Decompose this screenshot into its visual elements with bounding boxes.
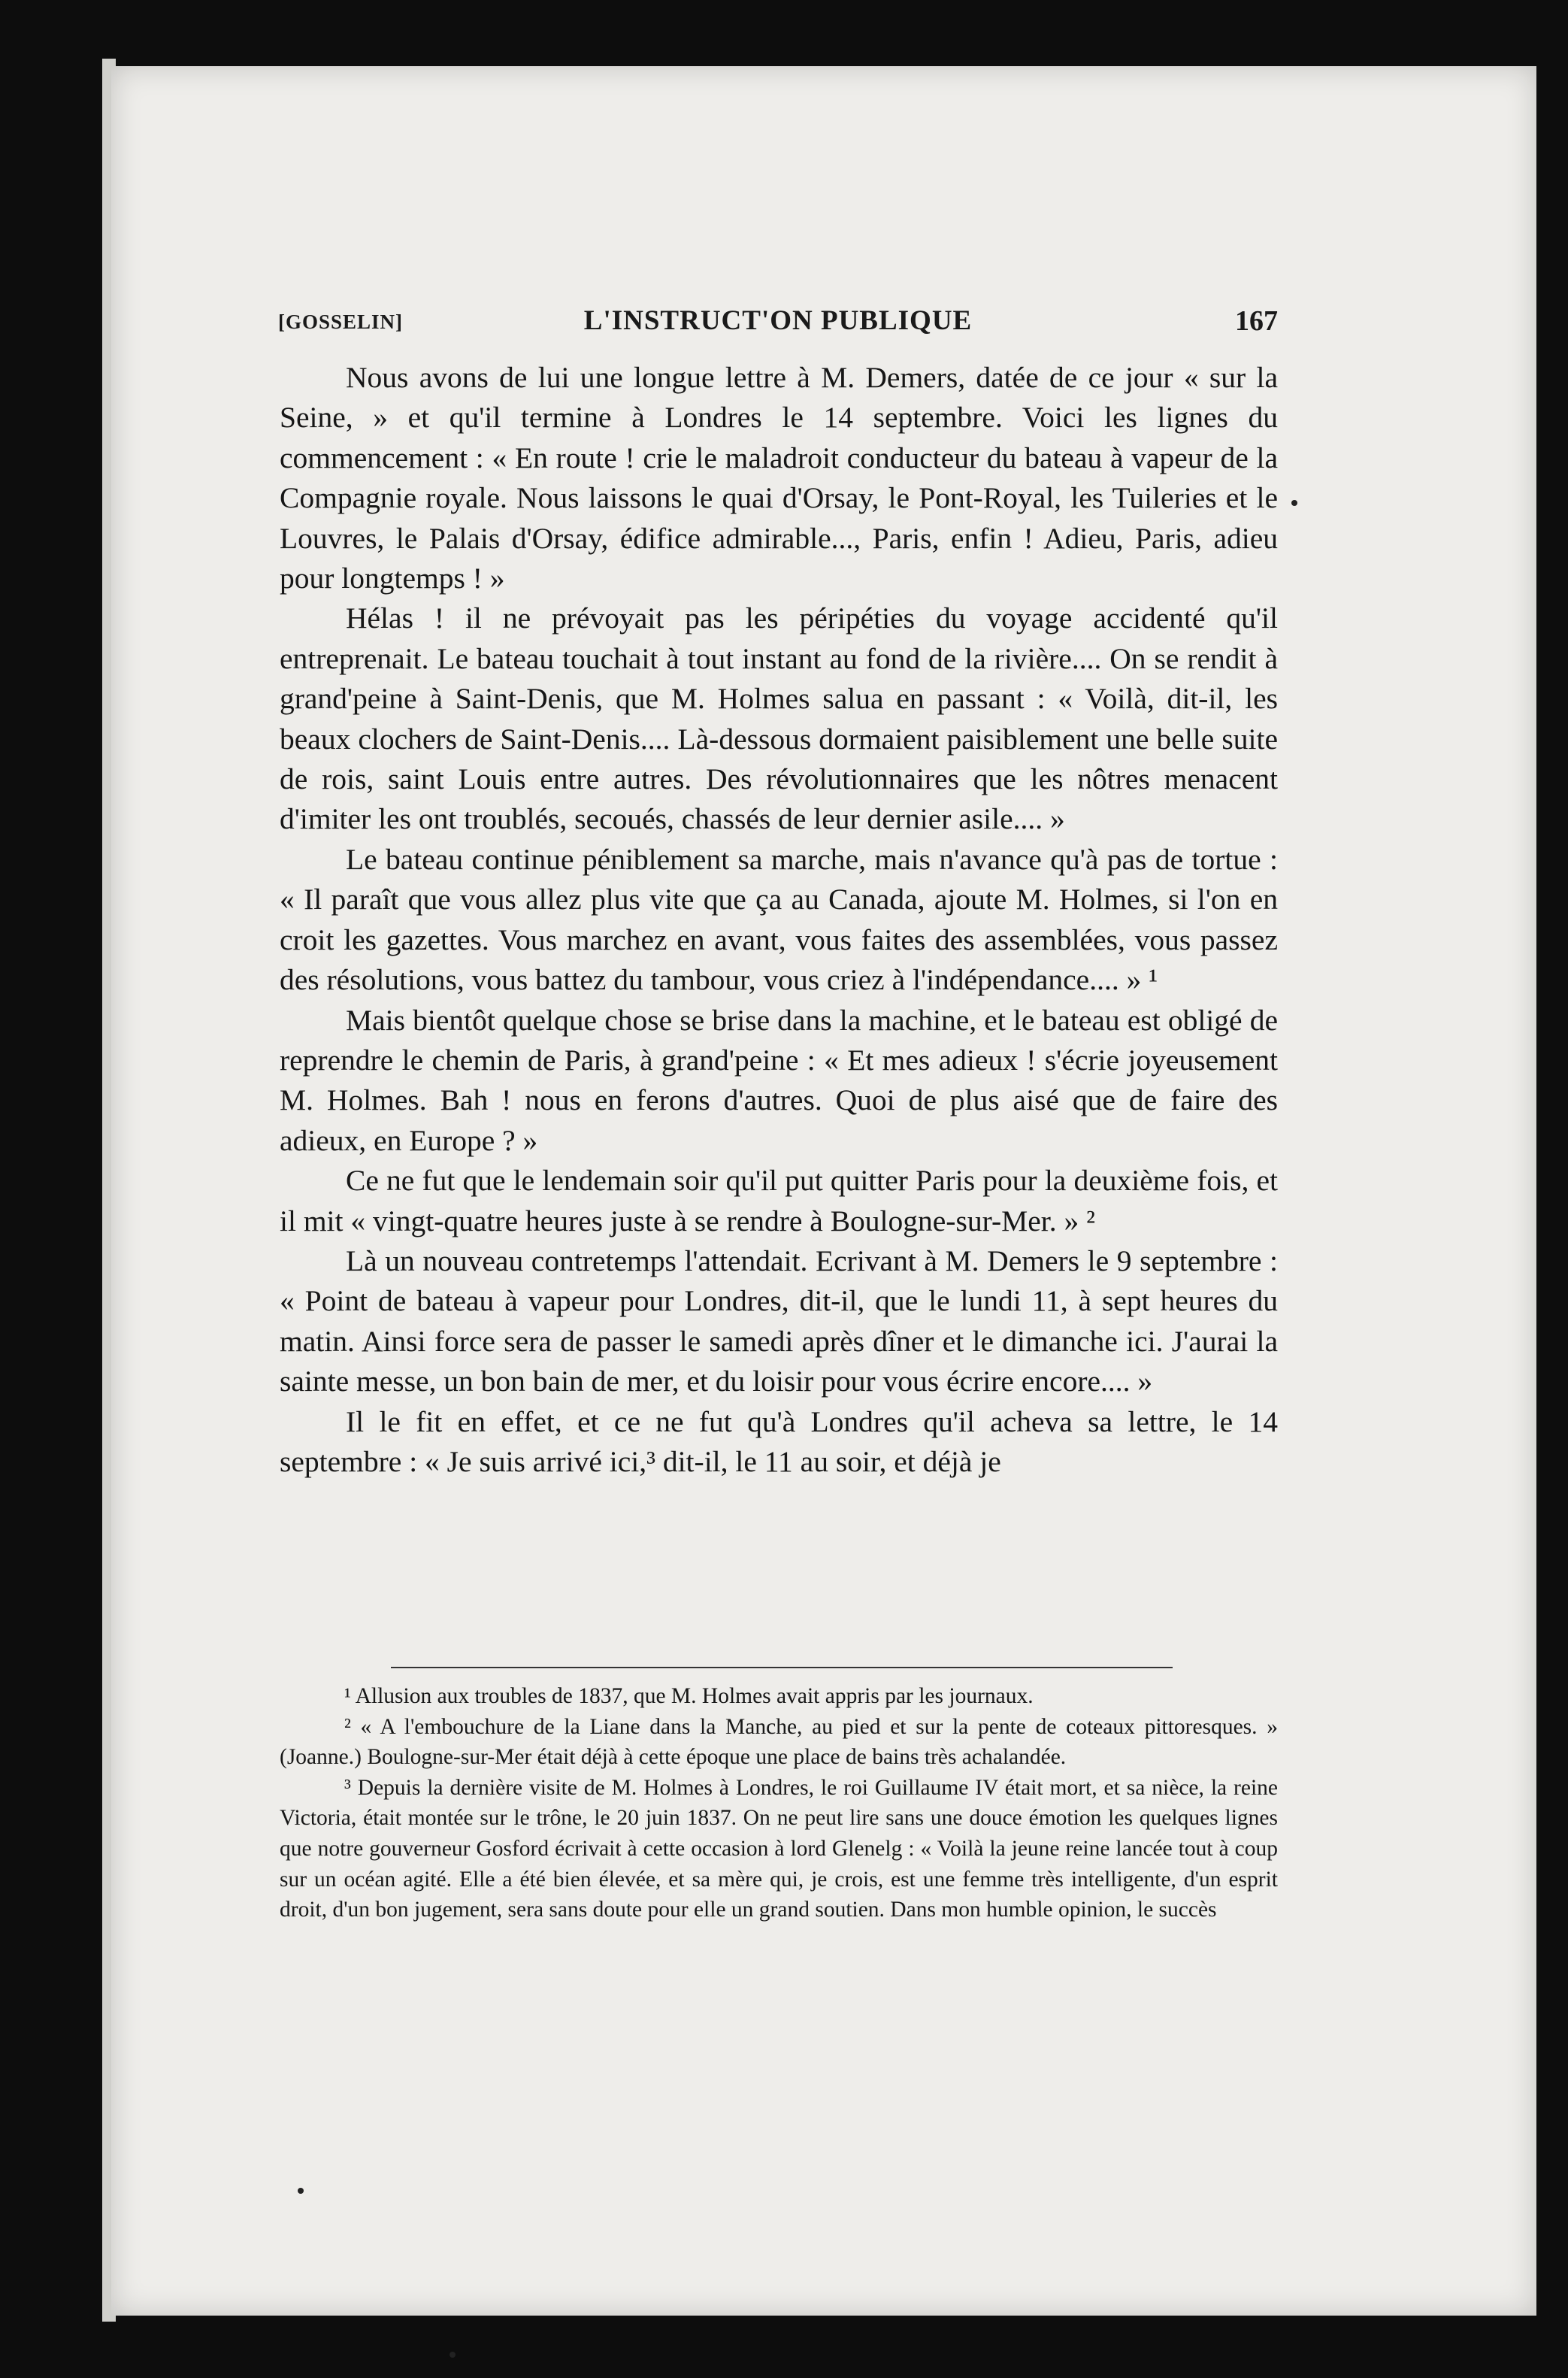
paragraph: Ce ne fut que le lendemain soir qu'il put quitter Paris pour la deuxième fois, et il mit « vingt-quatre heures juste à se rendre à Boulogne-sur-Mer. » ²	[280, 1164, 1278, 1237]
paragraph: Le bateau continue péniblement sa marche, mais n'avance qu'à pas de tortue : « Il paraît que vous allez plus vite que ça au Canada, ajoute M. Holmes, si l'on en croit les gazettes. Vous marchez en avant, vous faites des assemblées, vous passez des résolutions, vous battez du tambour, vous criez à l'indépendance.... » ¹	[280, 842, 1278, 997]
scan-speck	[1291, 500, 1297, 506]
paragraph: Là un nouveau contretemps l'attendait. Ecrivant à M. Demers le 9 septembre : « Point de bateau à vapeur pour Londres, dit-il, que le lundi 11, à sept heures du matin. Ainsi force sera de passer le samedi après dîner et le dimanche ici. J'aurai la sainte messe, un bon bain de mer, et du loisir pour vous écrire encore.... »	[280, 1244, 1278, 1398]
paragraph: Il le fit en effet, et ce ne fut qu'à Londres qu'il acheva sa lettre, le 14 septembre : « Je suis arrivé ici,³ dit-il, le 11 au soir, et déjà je	[280, 1404, 1278, 1478]
paragraph: Mais bientôt quelque chose se brise dans la machine, et le bateau est obligé de reprendre le chemin de Paris, à grand'peine : « Et mes adieux ! s'écrie joyeusement M. Holmes. Bah ! nous en ferons d'autres. Quoi de plus aisé que de faire des adieux, en Europe ? »	[280, 1003, 1278, 1157]
page-number: 167	[1235, 305, 1278, 337]
footnote: ¹ Allusion aux troubles de 1837, que M. Holmes avait appris par les journaux.	[344, 1684, 1034, 1708]
header-author: [GOSSELIN]	[278, 311, 404, 333]
scan-speck	[298, 2188, 304, 2194]
footnotes	[280, 1681, 1278, 1925]
paragraph: Nous avons de lui une longue lettre à M. Demers, datée de ce jour « sur la Seine, » et qu'il termine à Londres le 14 septembre. Voici les lignes du commencement : « En route ! crie le maladroit conducteur du bateau à vapeur de la Compagnie royale. Nous laissons le quai d'Orsay, le Pont-Royal, les Tuileries et le Louvres, le Palais d'Orsay, édifice admirable..., Paris, enfin ! Adieu, Paris, adieu pour longtemps ! »	[280, 361, 1278, 595]
paragraph: Hélas ! il ne prévoyait pas les péripéties du voyage accidenté qu'il entreprenait. Le bateau touchait à tout instant au fond de la rivière.... On se rendit à grand'peine à Saint-Denis, que M. Holmes salua en passant : « Voilà, dit-il, les beaux clochers de Saint-Denis.... Là-dessous dormaient paisiblement une belle suite de rois, saint Louis entre autres. Des révolutionnaires que les nôtres menacent d'imiter les ont troublés, secoués, chassés de leur dernier asile.... »	[280, 601, 1278, 836]
footnote: ² « A l'embouchure de la Liane dans la Manche, au pied et sur la pente de coteaux pittoresques. » (Joanne.) Boulogne-sur-Mer était déjà à cette époque une place de bains très achalandée.	[280, 1714, 1278, 1770]
header-title: L'INSTRUCT'ON PUBLIQUE	[583, 305, 973, 336]
main-text	[280, 358, 1278, 1482]
footnote-rule	[391, 1667, 1173, 1668]
running-header	[278, 304, 1278, 342]
footnote: ³ Depuis la dernière visite de M. Holmes à Londres, le roi Guillaume IV était mort, et sa nièce, la reine Victoria, était montée sur le trône, le 20 juin 1837. On ne peut lire sans une douce émotion les quelques lignes que notre gouverneur Gosford écrivait à cette occasion à lord Glenelg : « Voilà la jeune reine lancée tout à coup sur un océan agité. Elle a été bien élevée, et sa mère qui, je crois, est une femme très intelligente, d'un esprit droit, d'un bon jugement, sera sans doute pour elle un grand soutien. Dans mon humble opinion, le succès	[280, 1775, 1278, 1922]
scan-speck	[450, 2352, 456, 2358]
